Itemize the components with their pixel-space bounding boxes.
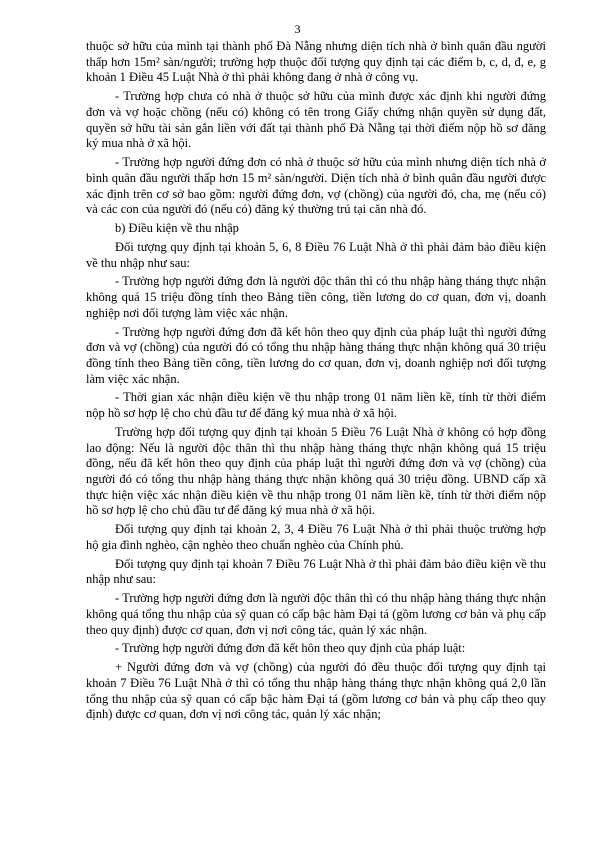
- document-body: [86, 39, 546, 726]
- paragraph: + Người đứng đơn và vợ (chồng) của người đó đều thuộc đối tượng quy định tại khoản 7 Điều 76 Luật Nhà ở thì có tổng thu nhập hàng tháng thực nhận không quá 2,0 lần tổng thu nhập của sỹ quan có cấp bậc hàm Đại tá (gồm lương cơ bản và phụ cấp theo quy định) được cơ quan, đơn vị nơi công tác, quản lý xác nhận;: [86, 660, 546, 722]
- paragraph: Đối tượng quy định tại khoản 2, 3, 4 Điều 76 Luật Nhà ở thì phải thuộc trường hợp hộ gia đình nghèo, cận nghèo theo chuẩn nghèo của Chính phủ.: [86, 522, 546, 552]
- paragraph: - Trường hợp người đứng đơn là người độc thân thì có thu nhập hàng tháng thực nhận không quá 15 triệu đồng tính theo Bảng tiền công, tiền lương do cơ quan, đơn vị, doanh nghiệp nơi đối tượng làm việc xác nhận.: [86, 274, 546, 320]
- paragraph: - Trường hợp người đứng đơn đã kết hôn theo quy định của pháp luật:: [115, 641, 466, 656]
- paragraph: - Trường hợp người đứng đơn là người độc thân thì có thu nhập hàng tháng thực nhận không quá tổng thu nhập của sỹ quan có cấp bậc hàm Đại tá (gồm lương cơ bản và phụ cấp theo quy định) được cơ quan, đơn vị nơi công tác, quản lý xác nhận.: [86, 591, 546, 637]
- paragraph: - Trường hợp chưa có nhà ở thuộc sở hữu của mình được xác định khi người đứng đơn và vợ hoặc chồng (nếu có) không có tên trong Giấy chứng nhận quyền sử dụng đất, quyền sở hữu tài sản gắn liền với đất tại thành phố Đà Nẵng tại thời điểm nộp hồ sơ đăng ký mua nhà ở xã hội.: [86, 89, 546, 151]
- paragraph: - Trường hợp người đứng đơn có nhà ở thuộc sở hữu của mình nhưng diện tích nhà ở bình quân đầu người thấp hơn 15 m² sàn/người. Diện tích nhà ở bình quân đầu người được xác định trên cơ sở bao gồm: người đứng đơn, vợ (chồng) của người đó, cha, mẹ (nếu có) và các con của người đó (nếu có) đăng ký thường trú tại căn nhà đó.: [86, 155, 546, 217]
- paragraph: - Trường hợp người đứng đơn đã kết hôn theo quy định của pháp luật thì người đứng đơn và vợ (chồng) của người đó có tổng thu nhập hàng tháng thực nhận không quá 30 triệu đồng tính theo Bảng tiền công, tiền lương do cơ quan, đơn vị, doanh nghiệp nơi đối tượng làm việc xác nhận.: [86, 324, 546, 386]
- paragraph: Đối tượng quy định tại khoản 7 Điều 76 Luật Nhà ở thì phải đảm bảo điều kiện về thu nhập như sau:: [86, 556, 546, 587]
- section-heading: b) Điều kiện về thu nhập: [115, 221, 239, 236]
- paragraph: - Thời gian xác nhận điều kiện về thu nhập trong 01 năm liền kề, tính từ thời điểm nộp hồ sơ hợp lệ cho chủ đầu tư để đăng ký mua nhà ở xã hội.: [86, 390, 546, 421]
- page-number: 3: [294, 22, 301, 36]
- paragraph: Trường hợp đối tượng quy định tại khoản 5 Điều 76 Luật Nhà ở không có hợp đồng lao động: Nếu là người độc thân thì thu nhập hàng tháng thực nhận không quá 15 triệu đồng, nếu đã kết hôn theo quy định của pháp luật thì người đứng đơn và vợ (chồng) của người đó có tổng thu nhập hàng tháng thực nhận không quá 30 triệu đồng. UBND cấp xã thực hiện việc xác nhận điều kiện về thu nhập trong 01 năm liền kề, tính từ thời điểm nộp hồ sơ hợp lệ cho chủ đầu tư để đăng ký mua nhà ở xã hội.: [86, 424, 546, 518]
- paragraph: Đối tượng quy định tại khoản 5, 6, 8 Điều 76 Luật Nhà ở thì phải đảm bảo điều kiện về thu nhập như sau:: [86, 239, 546, 270]
- paragraph: thuộc sở hữu của mình tại thành phố Đà Nẵng nhưng diện tích nhà ở bình quân đầu người thấp hơn 15m² sàn/người; trường hợp thuộc đối tượng quy định tại các điểm b, c, d, đ, e, g khoản 1 Điều 45 Luật Nhà ở thì phải không đang ở nhà ở công vụ.: [86, 39, 546, 85]
